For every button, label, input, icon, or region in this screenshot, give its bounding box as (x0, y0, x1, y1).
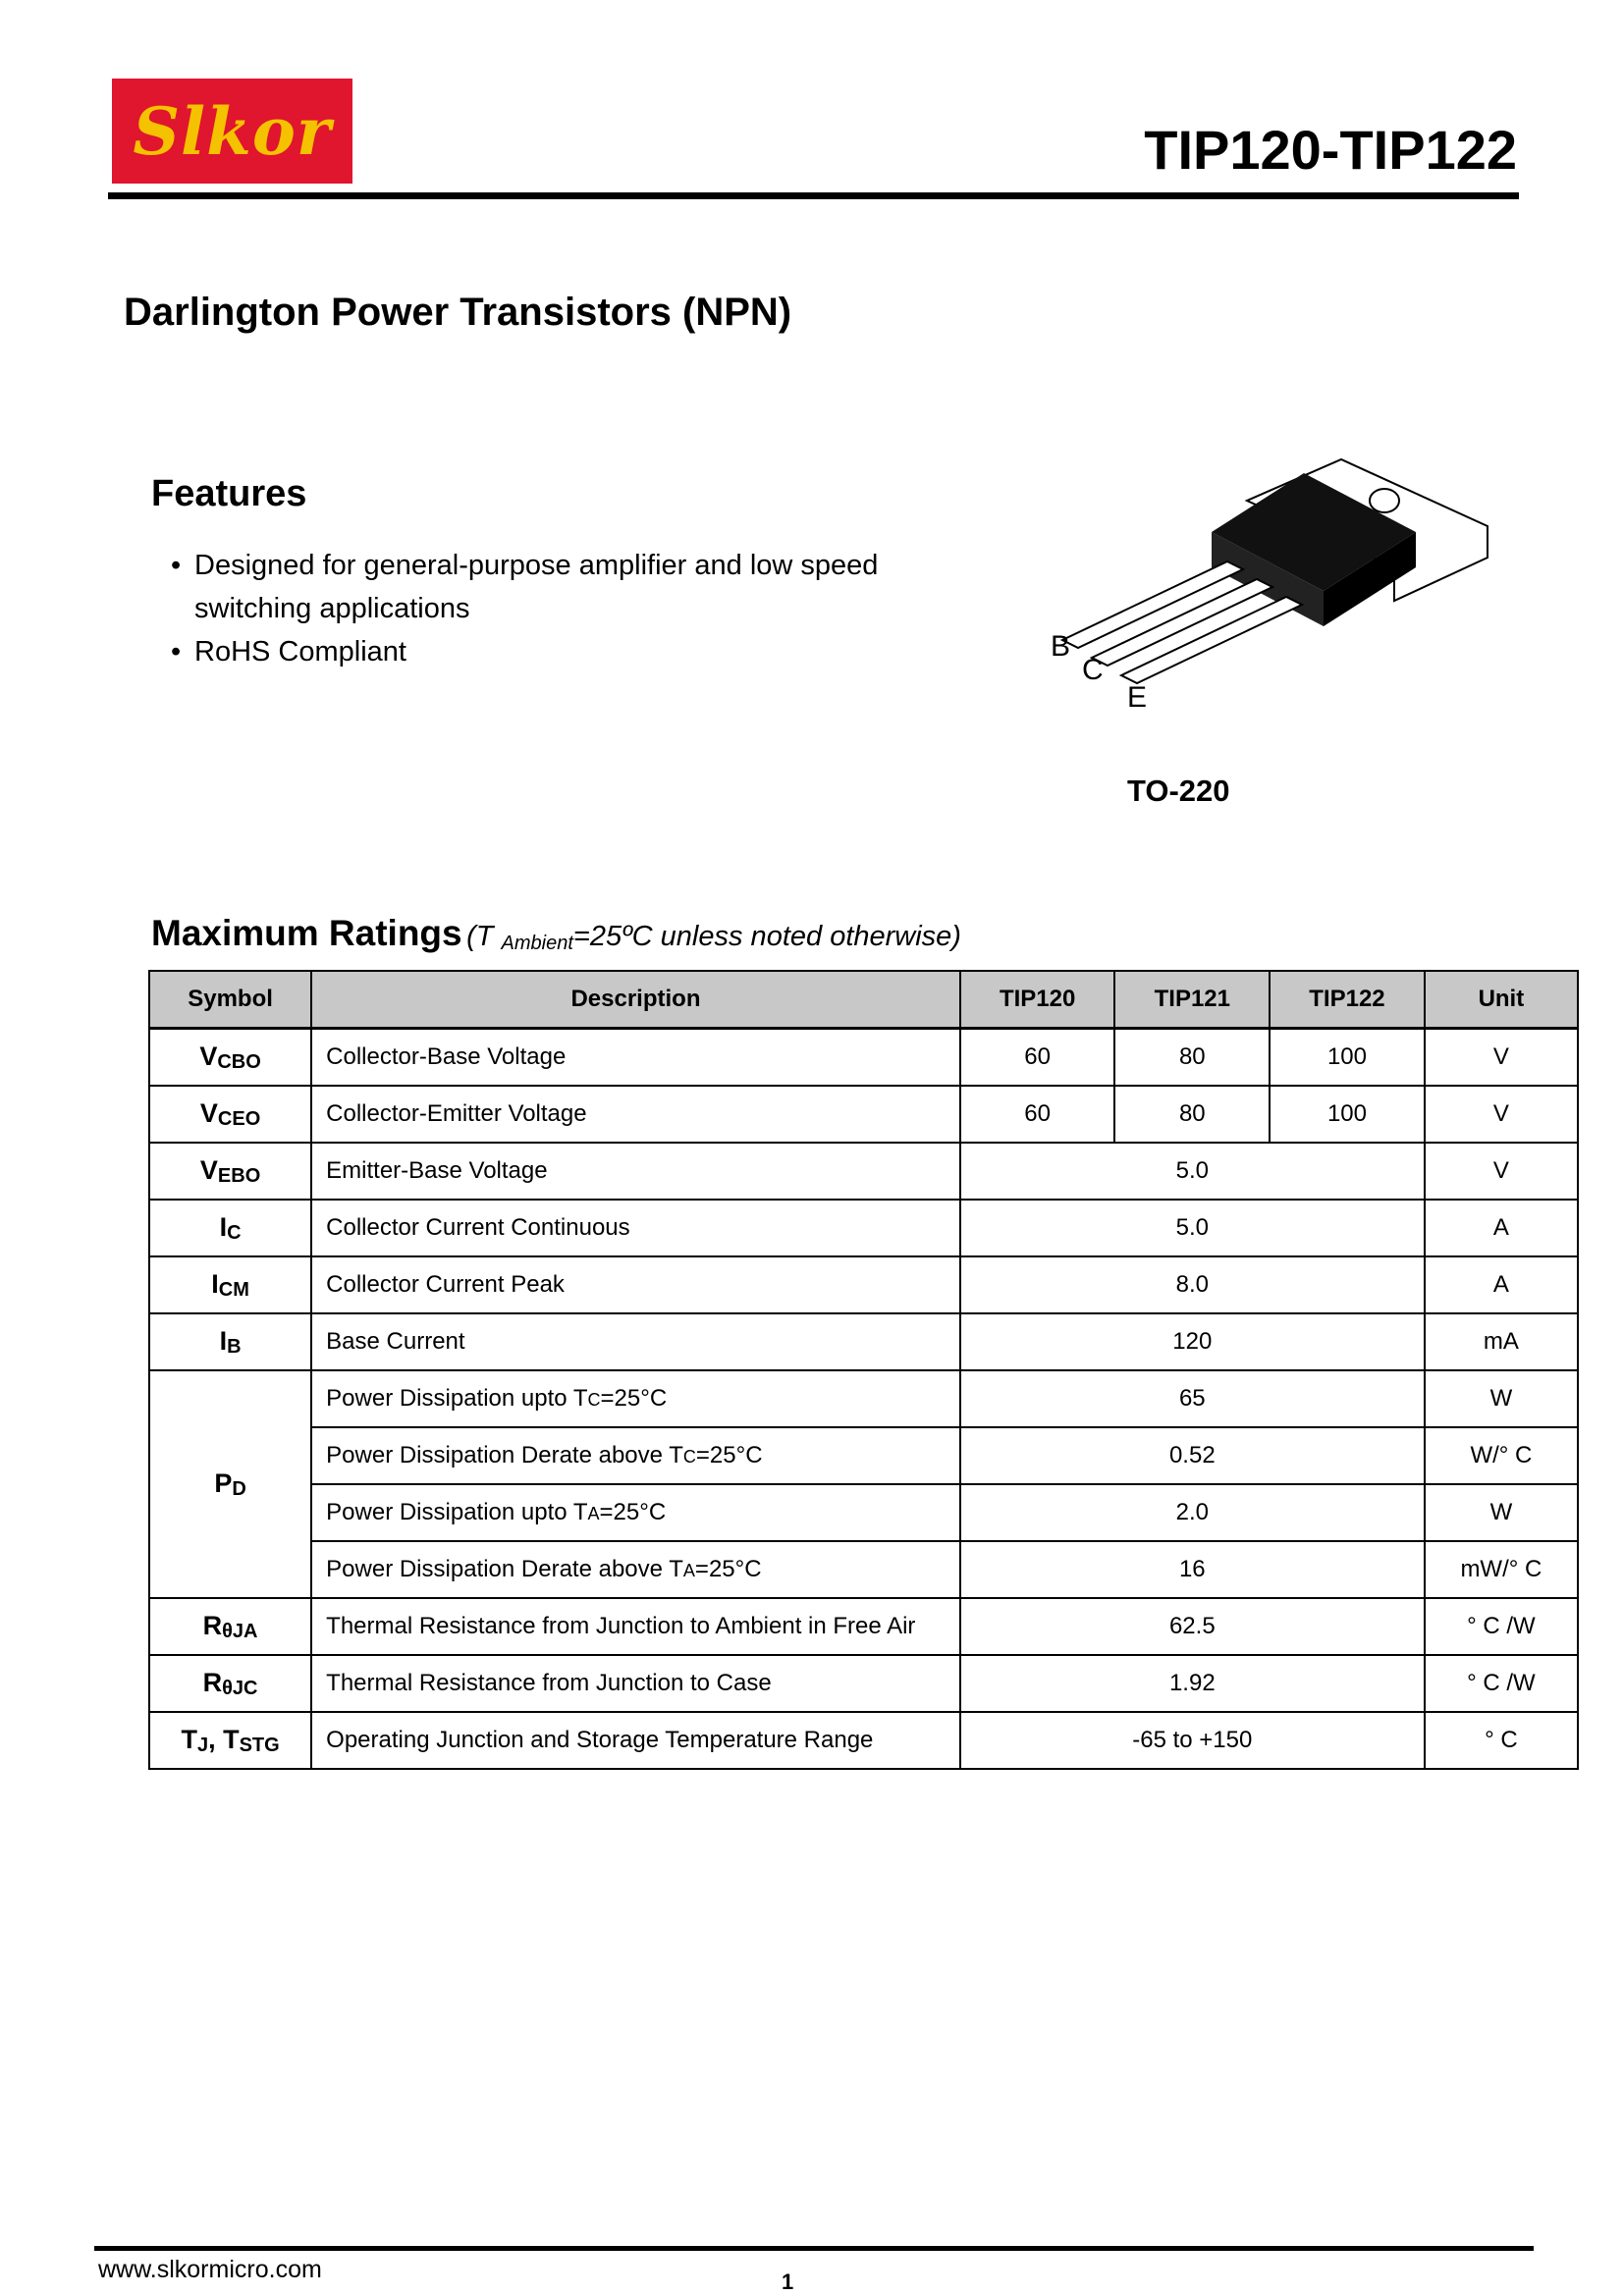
table-row (149, 1313, 1578, 1370)
value-cell: 120 (960, 1313, 1425, 1370)
symbol-cell: $V_{EBO}$ (149, 1143, 311, 1200)
document-title: Darlington Power Transistors (NPN) (124, 291, 792, 334)
unit-cell: A (1425, 1200, 1578, 1256)
ratings-heading (151, 913, 961, 955)
unit-cell: mA (1425, 1313, 1578, 1370)
description-cell: Base Current (311, 1313, 960, 1370)
condition-prefix: (T (466, 921, 502, 952)
pin-label-e: E (1127, 681, 1148, 714)
col-header-tip122: TIP122 (1270, 971, 1425, 1029)
table-header-row (149, 971, 1578, 1029)
value-cell: 100 (1270, 1086, 1425, 1143)
table-row (149, 1484, 1578, 1541)
symbol-cell: $I_B$ (149, 1313, 311, 1370)
unit-cell: W (1425, 1484, 1578, 1541)
value-cell: 62.5 (960, 1598, 1425, 1655)
description-cell: Power Dissipation Derate above TC=25°C (311, 1427, 960, 1484)
ratings-title: Maximum Ratings (151, 913, 462, 953)
symbol-cell: $I_{CM}$ (149, 1256, 311, 1313)
symbol-cell: $R_{\theta JA}$ (149, 1598, 311, 1655)
value-cell: 8.0 (960, 1256, 1425, 1313)
footer-website: www.slkormicro.com (98, 2256, 322, 2283)
value-cell: 16 (960, 1541, 1425, 1598)
col-header-unit: Unit (1425, 971, 1578, 1029)
symbol-cell-pd: $P_D$ (149, 1370, 311, 1598)
features-heading: Features (151, 473, 307, 514)
description-cell: Collector Current Peak (311, 1256, 960, 1313)
symbol-cell: $V_{CBO}$ (149, 1029, 311, 1087)
description-cell: Power Dissipation Derate above TA=25°C (311, 1541, 960, 1598)
header-divider (108, 192, 1519, 199)
description-cell: Collector-Emitter Voltage (311, 1086, 960, 1143)
features-list (171, 544, 976, 673)
value-cell: 1.92 (960, 1655, 1425, 1712)
unit-cell: W/° C (1425, 1427, 1578, 1484)
value-cell: 0.52 (960, 1427, 1425, 1484)
table-row (149, 1143, 1578, 1200)
value-cell: 100 (1270, 1029, 1425, 1087)
description-cell: Power Dissipation upto TA=25°C (311, 1484, 960, 1541)
feature-text: RoHS Compliant (194, 636, 406, 667)
description-cell: Collector-Base Voltage (311, 1029, 960, 1087)
col-header-tip121: TIP121 (1114, 971, 1270, 1029)
company-logo (112, 79, 352, 184)
description-cell: Emitter-Base Voltage (311, 1143, 960, 1200)
description-cell: Operating Junction and Storage Temperature Range (311, 1712, 960, 1769)
symbol-cell: $R_{\theta JC}$ (149, 1655, 311, 1712)
value-cell: 65 (960, 1370, 1425, 1427)
table-row (149, 1256, 1578, 1313)
description-cell: Collector Current Continuous (311, 1200, 960, 1256)
value-cell: 80 (1114, 1086, 1270, 1143)
feature-item (171, 544, 976, 630)
unit-cell: mW/° C (1425, 1541, 1578, 1598)
description-cell: Thermal Resistance from Junction to Case (311, 1655, 960, 1712)
table-row (149, 1427, 1578, 1484)
value-cell: 5.0 (960, 1200, 1425, 1256)
table-row (149, 1029, 1578, 1087)
table-row (149, 1712, 1578, 1769)
col-header-description: Description (311, 971, 960, 1029)
ratings-condition (466, 921, 961, 952)
table-row (149, 1370, 1578, 1427)
maximum-ratings-table (148, 970, 1579, 1770)
condition-sub: Ambient (501, 933, 573, 954)
unit-cell: V (1425, 1029, 1578, 1087)
table-row (149, 1598, 1578, 1655)
pin-label-b: B (1051, 630, 1071, 663)
unit-cell: ° C (1425, 1712, 1578, 1769)
value-cell: -65 to +150 (960, 1712, 1425, 1769)
unit-cell: ° C /W (1425, 1655, 1578, 1712)
unit-cell: W (1425, 1370, 1578, 1427)
to220-package-illustration (1051, 452, 1502, 717)
footer-divider (94, 2246, 1534, 2251)
feature-text: Designed for general-purpose amplifier and low speed switching applications (194, 550, 879, 624)
table-row (149, 1655, 1578, 1712)
bullet-icon: • (171, 550, 182, 581)
value-cell: 60 (960, 1086, 1115, 1143)
col-header-symbol: Symbol (149, 971, 311, 1029)
symbol-cell: $V_{CEO}$ (149, 1086, 311, 1143)
value-cell: 5.0 (960, 1143, 1425, 1200)
bullet-icon: • (171, 636, 182, 667)
symbol-cell: $I_C$ (149, 1200, 311, 1256)
unit-cell: ° C /W (1425, 1598, 1578, 1655)
condition-suffix: =25ºC unless noted otherwise) (572, 921, 961, 952)
symbol-cell: $T_J$, $T_{STG}$ (149, 1712, 311, 1769)
part-number-title: TIP120-TIP122 (1144, 119, 1517, 181)
col-header-tip120: TIP120 (960, 971, 1115, 1029)
feature-item (171, 630, 976, 673)
unit-cell: A (1425, 1256, 1578, 1313)
unit-cell: V (1425, 1086, 1578, 1143)
table-row (149, 1200, 1578, 1256)
pin-label-c: C (1082, 654, 1104, 686)
value-cell: 60 (960, 1029, 1115, 1087)
page-number: 1 (782, 2269, 794, 2294)
table-row (149, 1086, 1578, 1143)
table-row (149, 1541, 1578, 1598)
unit-cell: V (1425, 1143, 1578, 1200)
value-cell: 80 (1114, 1029, 1270, 1087)
description-cell: Thermal Resistance from Junction to Ambient in Free Air (311, 1598, 960, 1655)
logo-text: Slkor (133, 92, 332, 170)
package-label: TO-220 (1127, 774, 1230, 808)
value-cell: 2.0 (960, 1484, 1425, 1541)
description-cell: Power Dissipation upto TC=25°C (311, 1370, 960, 1427)
